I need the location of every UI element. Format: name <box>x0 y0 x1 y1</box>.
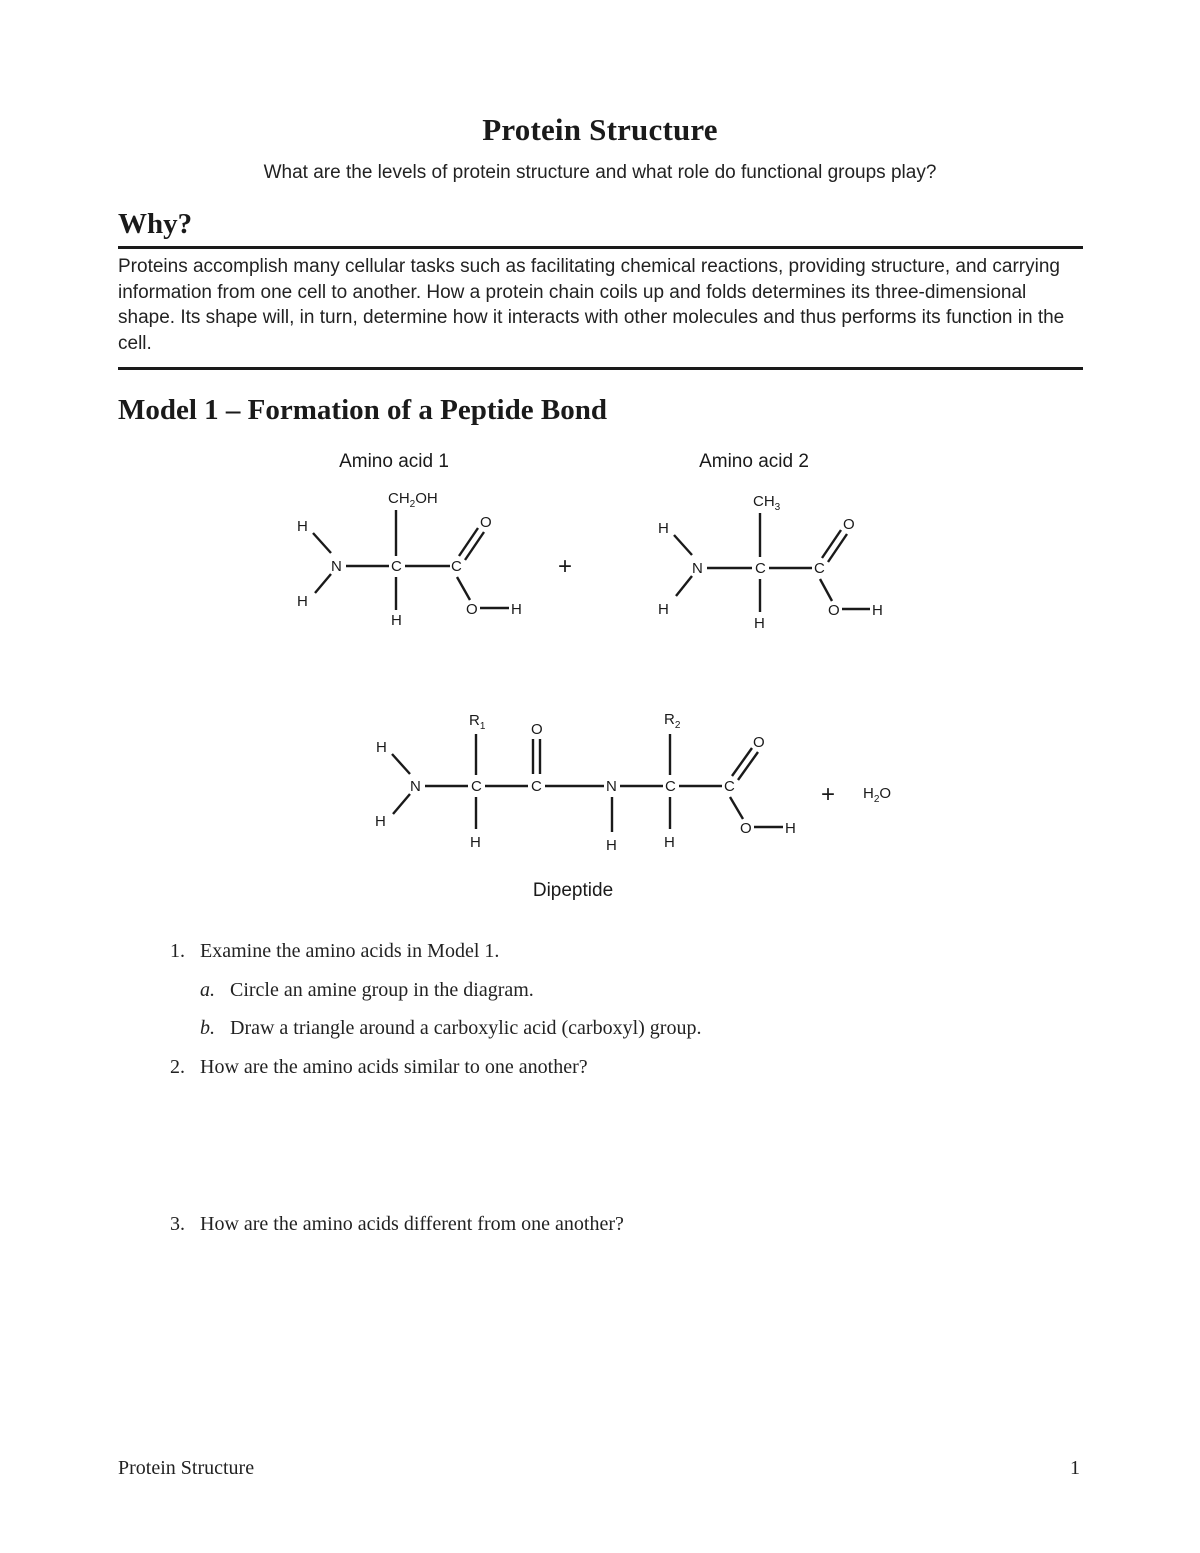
bond <box>676 576 692 596</box>
atom-o: O <box>843 516 855 533</box>
atom-h: H <box>658 601 669 618</box>
atom-c: C <box>755 560 766 577</box>
page-title: Protein Structure <box>482 112 718 147</box>
footer-title: Protein Structure <box>118 1457 255 1479</box>
atom-h: H <box>391 612 402 629</box>
amino-acid-2-structure <box>658 493 883 632</box>
atom-o: O <box>480 514 492 531</box>
water-molecule: $H_2O$ <box>863 785 892 805</box>
atom-c: C <box>665 778 676 795</box>
bond <box>313 533 331 553</box>
atom-o: O <box>828 602 840 619</box>
bond <box>393 794 410 814</box>
model-heading: Model 1 – Formation of a Peptide Bond <box>118 394 607 426</box>
question-number: 2. <box>170 1056 185 1078</box>
amino-acid-1-structure <box>297 490 522 629</box>
amino-acid-1-label: Amino acid 1 <box>339 451 449 472</box>
dipeptide-label: Dipeptide <box>532 880 614 901</box>
atom-h: H <box>664 834 675 851</box>
atom-c: C <box>471 778 482 795</box>
atom-h: H <box>511 601 522 618</box>
atom-h: H <box>754 615 765 632</box>
bond <box>820 579 832 601</box>
atom-h: H <box>785 820 796 837</box>
atom-o: O <box>466 601 478 618</box>
dipeptide-structure <box>375 711 796 854</box>
question-text: Draw a triangle around a carboxylic acid (carboxyl) group. <box>230 1017 702 1039</box>
atom-c: C <box>531 778 542 795</box>
why-heading: Why? <box>118 208 193 240</box>
double-bond <box>828 534 847 562</box>
atom-o: O <box>740 820 752 837</box>
double-bond <box>822 530 841 558</box>
atom-c: C <box>451 558 462 575</box>
double-bond <box>732 748 752 776</box>
question-letter: a. <box>200 979 215 1001</box>
page-number: 1 <box>1070 1457 1080 1479</box>
atom-o: O <box>753 734 765 751</box>
side-chain-2: $CH_3$ <box>753 493 781 513</box>
atom-h: H <box>297 518 308 535</box>
atom-n: N <box>606 778 617 795</box>
atom-c: C <box>391 558 402 575</box>
amino-acid-2-label: Amino acid 2 <box>699 451 809 472</box>
bond <box>392 754 410 774</box>
atom-h: H <box>375 813 386 830</box>
plus-sign: + <box>820 781 836 808</box>
bond <box>457 577 470 600</box>
why-paragraph: Proteins accomplish many cellular tasks such as facilitating chemical reactions, providing structure, and carrying information from one cell to another. How a protein chain coils up and folds determines its three-dimensional shape. Its shape will, in turn, determine how it interacts with other molecules and thus performs its function in the cell. <box>118 256 1065 354</box>
question-text: Examine the amino acids in Model 1. <box>200 940 500 962</box>
plus-sign: + <box>557 553 573 580</box>
double-bond <box>465 532 484 560</box>
atom-h: H <box>470 834 481 851</box>
peptide-bond-diagram <box>0 440 1200 910</box>
atom-n: N <box>331 558 342 575</box>
bond <box>730 797 743 819</box>
atom-h: H <box>872 602 883 619</box>
atom-h: H <box>606 837 617 854</box>
bond <box>315 574 331 593</box>
side-chain-1: $CH_2OH$ <box>388 490 438 510</box>
question-number: 1. <box>170 940 185 962</box>
question-number: 3. <box>170 1213 185 1235</box>
atom-h: H <box>376 739 387 756</box>
atom-h: H <box>297 593 308 610</box>
r1-group: $R_1$ <box>469 712 486 732</box>
bottom-divider <box>118 367 1083 370</box>
atom-o: O <box>531 721 543 738</box>
top-divider <box>118 246 1083 249</box>
question-text: Circle an amine group in the diagram. <box>230 979 534 1001</box>
r2-group: $R_2$ <box>664 711 681 731</box>
question-letter: b. <box>200 1017 215 1039</box>
double-bond <box>738 752 758 780</box>
atom-c: C <box>814 560 825 577</box>
double-bond <box>459 528 478 556</box>
question-text: How are the amino acids similar to one another? <box>200 1056 588 1078</box>
bond <box>674 535 692 555</box>
atom-h: H <box>658 520 669 537</box>
question-text: How are the amino acids different from one another? <box>200 1213 624 1235</box>
atom-c: C <box>724 778 735 795</box>
atom-n: N <box>692 560 703 577</box>
atom-n: N <box>410 778 421 795</box>
page-subtitle: What are the levels of protein structure and what role do functional groups play? <box>263 162 937 183</box>
